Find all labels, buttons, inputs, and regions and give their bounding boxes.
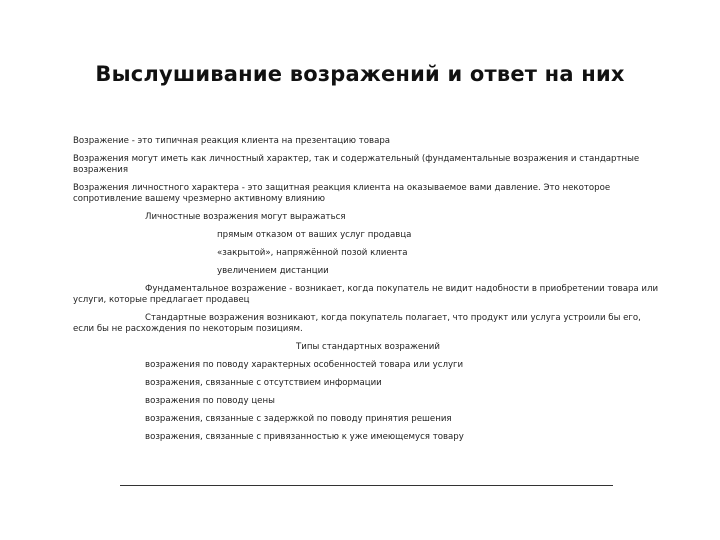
list-item: увеличением дистанции bbox=[217, 266, 329, 276]
paragraph-personal-objections: Возражения личностного характера - это защитная реакция клиента на оказываемое вами давление. Это некоторое сопротивление вашему чрезмерно активному влиянию bbox=[73, 183, 611, 204]
list-item: прямым отказом от ваших услуг продавца bbox=[217, 230, 412, 240]
list-item: возражения, связанные с отсутствием информации bbox=[145, 378, 382, 388]
slide-title: Выслушивание возражений и ответ на них bbox=[95, 62, 625, 86]
footer-divider bbox=[120, 485, 613, 486]
paragraph-character: Возражения могут иметь как личностный характер, так и содержательный (фундаментальные возражения и стандартные возражения bbox=[73, 154, 640, 175]
paragraph-standard-objections: Стандартные возражения возникают, когда покупатель полагает, что продукт или услуга устроили бы его, если бы не расхождения по некоторым позициям. bbox=[73, 313, 641, 334]
list-item: возражения, связанные с задержкой по поводу принятия решения bbox=[145, 414, 452, 424]
list-item: возражения, связанные с привязанностью к уже имеющемуся товару bbox=[145, 432, 464, 442]
paragraph-fundamental-objection: Фундаментальное возражение - возникает, когда покупатель не видит надобности в приобретении товара или услуги, которые предлагает продавец bbox=[73, 284, 659, 305]
list-item: возражения по поводу характерных особенностей товара или услуги bbox=[145, 360, 464, 370]
paragraph-personal-forms: Личностные возражения могут выражаться bbox=[145, 212, 346, 222]
slide-body bbox=[73, 136, 663, 443]
paragraph-standard-types-heading: Типы стандартных возражений bbox=[296, 342, 440, 352]
list-item: возражения по поводу цены bbox=[145, 396, 275, 406]
list-item: «закрытой», напряжённой позой клиента bbox=[217, 248, 408, 258]
paragraph-definition: Возражение - это типичная реакция клиента на презентацию товара bbox=[73, 136, 391, 146]
